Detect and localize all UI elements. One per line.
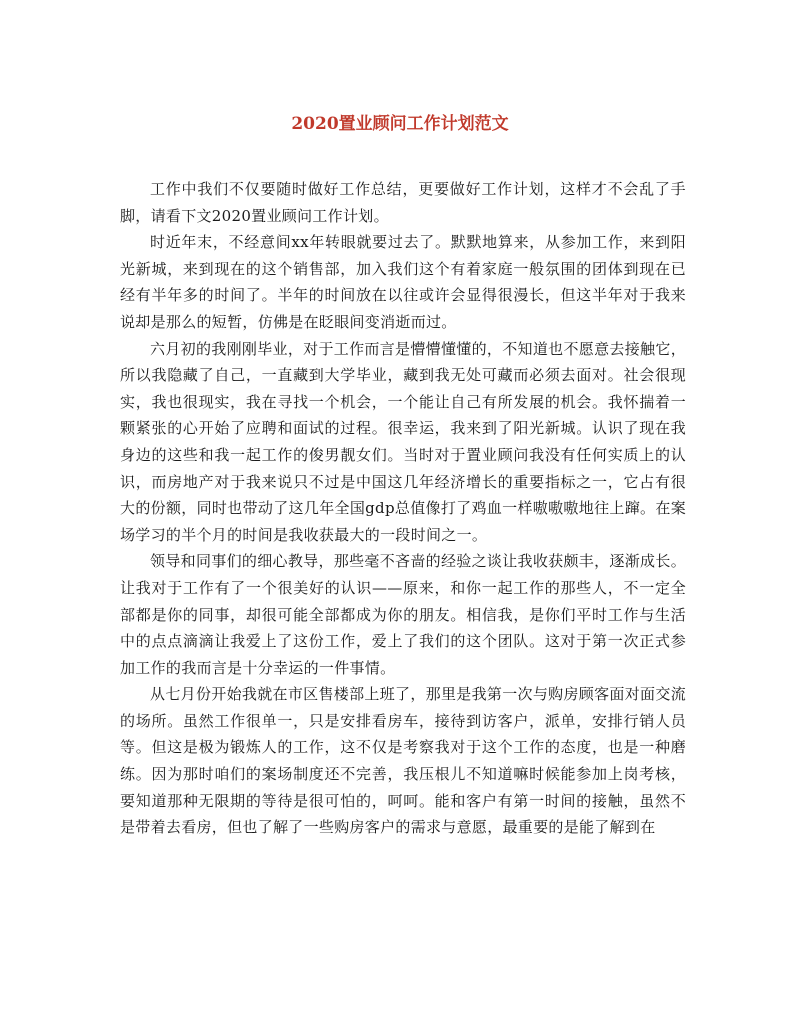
document-title: 2020置业顾问工作计划范文 <box>291 114 509 134</box>
paragraph: 六月初的我刚刚毕业，对于工作而言是懵懵懂懂的，不知道也不愿意去接触它，所以我隐藏了自己，一直藏到大学毕业，藏到我无处可藏而必须去面对。社会很现实，我也很现实，我在寻找一个机会，一个能让自己有所发展的机会。我怀揣着一颗紧张的心开始了应聘和面试的过程。很幸运，我来到了阳光新城。认识了现在我身边的这些和我一起工作的俊男靓女们。当时对于置业顾问我没有任何实质上的认识，而房地产对于我来说只不过是中国这几年经济增长的重要指标之一，它占有很大的份额，同时也带动了这几年全国gdp总值像打了鸡血一样嗷嗷嗷地往上蹿。在案场学习的半个月的时间是我收获最大的一段时间之一。 <box>120 339 686 544</box>
paragraph: 工作中我们不仅要随时做好工作总结，更要做好工作计划，这样才不会乱了手脚，请看下文2020置业顾问工作计划。 <box>120 180 686 225</box>
paragraph: 领导和同事们的细心教导，那些毫不吝啬的经验之谈让我收获颇丰，逐渐成长。让我对于工作有了一个很美好的认识——原来，和你一起工作的那些人，不一定全部都是你的同事，却很可能全部都成为你的朋友。相信我，是你们平时工作与生活中的点点滴滴让我爱上了这份工作，爱上了我们的这个团队。这对于第一次正式参加工作的我而言是十分幸运的一件事情。 <box>120 552 686 677</box>
paragraph: 从七月份开始我就在市区售楼部上班了，那里是我第一次与购房顾客面对面交流的场所。虽然工作很单一，只是安排看房车，接待到访客户，派单，安排行销人员等。但这是极为锻炼人的工作，这不仅是考察我对于这个工作的态度，也是一种磨练。因为那时咱们的案场制度还不完善，我压根儿不知道嘛时候能参加上岗考核，要知道那种无限期的等待是很可怕的，呵呵。能和客户有第一时间的接触，虽然不是带着去看房，但也了解了一些购房客户的需求与意愿，最重要的是能了解到在 <box>120 685 686 837</box>
paragraph: 时近年末，不经意间xx年转眼就要过去了。默默地算来，从参加工作，来到阳光新城，来到现在的这个销售部，加入我们这个有着家庭一般氛围的团体到现在已经有半年多的时间了。半年的时间放在以往或许会显得很漫长，但这半年对于我来说却是那么的短暂，仿佛是在眨眼间变消逝而过。 <box>120 233 686 331</box>
document-body <box>120 176 686 841</box>
